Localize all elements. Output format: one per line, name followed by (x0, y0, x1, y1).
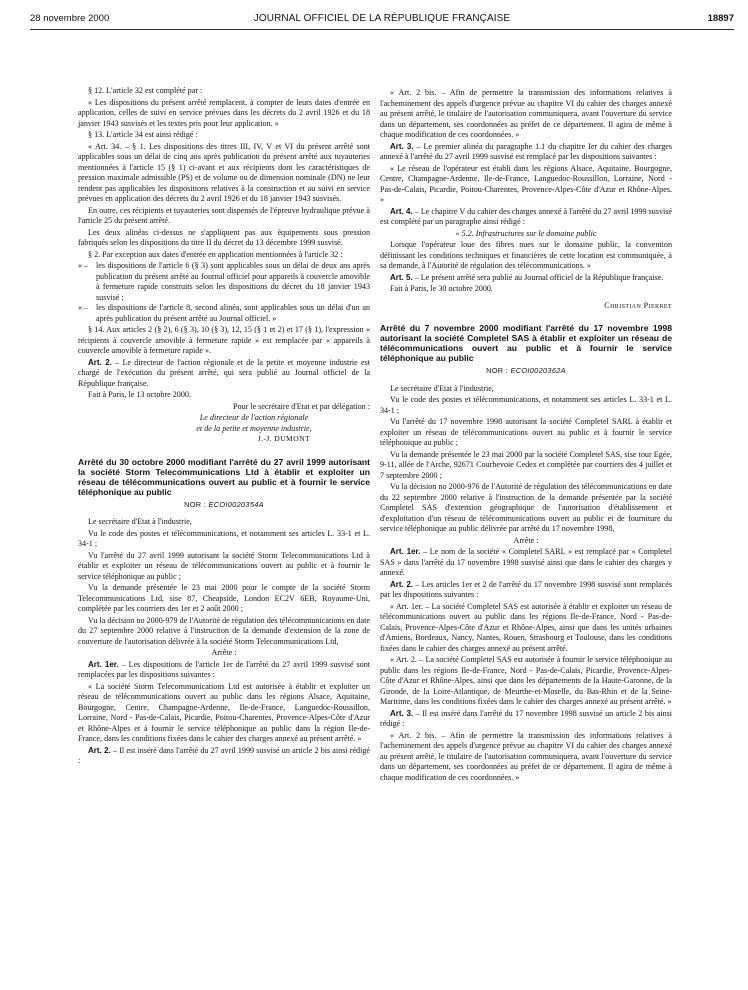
list-item: « – les dispositions de l'article 6 (§ 3) sont applicables sous un délai de deux ans après publication du présent arrêté au Journal officiel pour appareils à couvercle amovible à fermeture rapide construits selon les dispositions du décret du 18 janvier 1943 susvisé ; (78, 261, 370, 303)
article-text: – Il est inséré dans l'arrêté du 27 avril 1999 susvisé un article 2 bis ainsi rédigé : (78, 745, 370, 765)
paragraph: § 13. L'article 34 est ainsi rédigé : (88, 130, 198, 139)
arrete-title: Arrêté du 7 novembre 2000 modifiant l'arrêté du 17 novembre 1998 autorisant la société Completel SAS à établir et exploiter un réseau de télécommunications ouvert au public et à fournir le service téléphonique au public (380, 323, 672, 363)
article-label: Art. 2. (88, 357, 112, 367)
arrete-line: Arrête : (211, 648, 237, 657)
article-text: – Le présent arrêté sera publié au Journal officiel de la République française. (412, 272, 664, 282)
signature-name: Christian Pierret (604, 300, 672, 310)
article-paragraph (78, 660, 370, 681)
article-label: Art. 5. (390, 272, 413, 282)
quoted-paragraph: « Art. 2 bis. – Afin de permettre la transmission des informations relatives à l'acheminement des appels d'urgence prévue au chapitre VI du cahier des charges annexé au présent arrêté, le titulaire de l'autorisation communiquera, avant l'ouverture du service dans un département, ses coordonnées au préfet de ce département. Il agira de même à chaque modification de ces coordonnées. » (380, 88, 672, 139)
article-label: Art. 2. (88, 745, 111, 755)
header-date: 28 novembre 2000 (30, 13, 110, 24)
paragraph: Vu la demande présentée le 23 mai 2000 pour le compte de la société Storm Telecommunications Ltd, sise 87, Cheapside, London EC2V 6EB, Royaume-Uni, complétée par les courriers des 1er et 2 août 2000 ; (78, 583, 370, 613)
arrete-line: Arrête : (513, 535, 539, 545)
paragraph: Vu la décision no 2000-979 de l'Autorité de régulation des télécommunications en date du 27 septembre 2000 relative à l'instruction de la demande d'extension de la zone de couverture de l'autorisation délivrée à la société Storm Telecommunications Ltd, (78, 615, 370, 646)
paragraph: Vu l'arrêté du 17 novembre 1998 autorisant la société Completel SARL à établir et exploiter un réseau de télécommunications ouvert au public et à fournir le service téléphonique au public ; (380, 417, 672, 447)
quoted-paragraph: « La société Storm Telecommunications Ltd est autorisée à établir et exploiter un réseau de télécommunications ouvert au public dans les régions Alsace, Aquitaine, Bourgogne, Centre, Champagne-Ardenne, Ile-de-France, Languedoc-Roussillon, Lorraine, Nord - Pas-de-Calais, Picardie, Poitou-Charentes, Provence-Alpes-Côte d'Azur et Rhône-Alpes et à fournir le service téléphonique au public dans la région Ile-de-France, dans les conditions fixées dans le cahier des charges annexé au présent arrêté. » (78, 681, 370, 743)
paragraph: « Les dispositions du présent arrêté remplacent, à compter de leurs dates d'entrée en application, celles de suivi en service prévues dans les décrets du 2 avril 1926 et du 18 janvier 1943 susvisés et les textes pris pour leur application. » (78, 97, 370, 128)
article-paragraph (380, 547, 672, 579)
article-paragraph (380, 709, 672, 730)
paragraph: Lorsque l'opérateur loue des fibres nues sur le domaine public, la convention définissant les conditions techniques et financières de cette location est communiquée, à sa demande, à l'Autorité de régulation des télécommunications. » (380, 240, 672, 270)
paragraph: « Art. 34. – § 1. Les dispositions des titres III, IV, V et VI du présent arrêté sont applicables sous un délai de cinq ans après publication du présent arrêté aux tuyauteries mentionnées à l'article 15 (§ 1) ci-avant et aux récipients dont les caractéristiques de pression maximale admissible (PS) et de volume ou de dimension nominale (DN) ne leur rendent pas applicables les dispositions relatives à la construction et au suivi en service prévues en application des décrets du 2 avril 1926 et du 18 janvier 1943 susvisés. (78, 141, 370, 203)
article-text: – Le directeur de l'action régionale et de la petite et moyenne industrie est chargé de l'exécution du présent arrêté, qui sera publié au Journal officiel de la République française. (78, 357, 371, 388)
article-paragraph (380, 142, 672, 163)
fait-line: Fait à Paris, le 30 octobre 2000. (390, 284, 493, 293)
header-title: JOURNAL OFFICIEL DE LA RÉPUBLIQUE FRANÇAISE (253, 13, 511, 24)
article-text: – Le chapitre V du cahier des charges annexé à l'arrêté du 27 avril 1999 susvisé est complété par un paragraphe ainsi rédigé : (380, 206, 673, 226)
article-text: – Il est inséré dans l'arrêté du 17 novembre 1998 susvisé un article 2 bis ainsi rédigé : (380, 708, 673, 728)
signature-line: Pour le secrétaire d'Etat et par délégation : (233, 401, 370, 411)
quoted-paragraph: « Art. 2 bis. – Afin de permettre la transmission des informations relatives à l'acheminement des appels d'urgence prévue au chapitre VI du cahier des charges annexé au présent arrêté, le titulaire de l'autorisation communiquera, avant l'ouverture du service dans un département, ses coordonnées au préfet de ce département. Il agira de même à chaque modification de ces coordonnées. » (380, 730, 672, 782)
signature-line: Le directeur de l'action régionale (199, 413, 309, 422)
article-label: Art. 3. (390, 141, 414, 151)
article-paragraph (78, 358, 370, 390)
paragraph: Le secrétaire d'Etat à l'industrie, (88, 517, 192, 526)
signature-line: et de la petite et moyenne industrie, (196, 423, 312, 433)
article-label: Art. 1er. (390, 547, 421, 556)
article-paragraph (78, 746, 370, 767)
paragraph: Les deux alinéas ci-dessus ne s'appliquent pas aux équipements sous pression fabriqués selon les dispositions du titre II du décret du 13 décembre 1999 susvisé. (78, 227, 370, 247)
paragraph: Vu le code des postes et télécommunications, et notamment ses articles L. 33-1 et L. 34-1 ; (380, 395, 672, 415)
signature-name: J.-J. DUMONT (257, 434, 310, 443)
nor-reference (78, 500, 370, 511)
article-paragraph (380, 207, 672, 228)
paragraph: § 12. L'article 32 est complété par : (88, 86, 203, 95)
article-text: – Le nom de la société « Completel SARL » est remplacé par « Completel SAS » dans l'arrêté du 17 novembre 1998 susvisé ainsi que dans le cahier des charges y annexé. (380, 547, 672, 577)
article-label: Art. 4. (390, 206, 413, 216)
page-header (30, 12, 734, 28)
nor-label: NOR : (184, 499, 209, 509)
paragraph: § 14. Aux articles 2 (§ 2), 6 (§ 3), 10 (§ 3), 12, 15 (§ 1 et 2) et 17 (§ 1), l'expression « récipients à couvercle amovible à fermeture rapide » est remplacée par « appareils à couvercle amovible à fermeture rapide ». (78, 325, 370, 355)
paragraph: Vu le code des postes et télécommunications, et notamment ses articles L. 33-1 et L. 34-1 ; (78, 528, 370, 548)
left-column (78, 86, 370, 768)
arrete-title: Arrêté du 30 octobre 2000 modifiant l'arrêté du 27 avril 1999 autorisant la société Storm Telecommunications Ltd à établir et exploiter un réseau de télécommunications ouvert au public et à fournir le service téléphonique au public (78, 456, 370, 497)
dash-list (78, 261, 370, 324)
article-paragraph (380, 273, 672, 284)
nor-code: ECOI0020354A (208, 499, 264, 509)
nor-label: NOR : (486, 366, 511, 375)
article-text: – Le premier alinéa du paragraphe 1.1 du chapitre Ier du cahier des charges annexé à l'arrêté du 27 avril 1999 susvisé est remplacé par les dispositions suivantes : (380, 141, 673, 161)
right-column (380, 88, 672, 784)
paragraph: Le secrétaire d'Etat à l'industrie, (390, 383, 494, 393)
paragraph: Vu l'arrêté du 27 avril 1999 autorisant la société Storm Telecommunications Ltd à établir et exploiter un réseau de télécommunications ouvert au public et à fournir le service téléphonique au public ; (78, 550, 370, 581)
header-page-number: 18897 (707, 13, 734, 24)
article-paragraph (380, 580, 672, 601)
paragraph: § 2. Par exception aux dates d'entrée en application mentionnées à l'article 32 : (88, 249, 343, 259)
paragraph: Vu la demande présentée le 23 mai 2000 par la société Completel SAS, sise tour Egée, 9-11, allée de l'Arche, 92671 Courbevoie Cedex et complétée par courriers des 4 juillet et 7 septembre 2000 ; (380, 449, 672, 480)
paragraph: Vu la décision no 2000-976 de l'Autorité de régulation des télécommunications en date du 22 septembre 2000 relative à l'instruction de la demande présentée par la société Completel SAS d'extension géographique de l'autorisation d'établissement et d'exploitation d'un réseau de télécommunications ouvert au public et de fourniture du service téléphonique au public délivrée par arrêté du 17 novembre 1998, (380, 482, 672, 533)
quoted-paragraph: « Art. 2. – La société Completel SAS est autorisée à fournir le service téléphonique au public dans les régions Ile-de-France, Nord - Pas-de-Calais, Picardie, Provence-Alpes-Côte d'Azur et Rhône-Alpes, ainsi que dans les départements de la Haute-Garonne, de la Gironde, de la Loire-Atlantique, de Meurthe-et-Moselle, du Bas-Rhin et de la Seine-Maritime, dans les conditions fixées dans le cahier des charges annexé au présent arrêté. » (380, 655, 672, 706)
section-heading: « 5.2. Infrastructures sur le domaine public (455, 228, 597, 238)
article-label: Art. 1er. (88, 659, 119, 669)
quoted-paragraph: « Le réseau de l'opérateur est établi dans les régions Alsace, Aquitaine, Bourgogne, Centre, Champagne-Ardenne, Ile-de-France, Languedoc-Roussillon, Lorraine, Nord - Pas-de-Calais, Picardie, Poitou-Charentes, Provence-Alpes-Côte d'Azur et Rhône-Alpes. » (380, 163, 672, 204)
fait-line: Fait à Paris, le 13 octobre 2000. (88, 390, 191, 399)
quoted-paragraph: « Art. 1er. – La société Completel SAS est autorisée à établir et exploiter un réseau de télécommunications ouvert au public dans les régions Ile-de-France, Nord - Pas-de-Calais, Provence-Alpes-Côte d'Azur et Rhône-Alpes, ainsi que dans les unités urbaines d'Amiens, Bordeaux, Nancy, Nantes, Rouen, Strasbourg et Toulouse, dans les conditions fixées dans le cahier des charges annexé au présent arrêté. (380, 601, 672, 653)
list-item: « – les dispositions de l'article 8, second alinéa, sont applicables sous un délai d'un an après publication du présent arrêté au Journal officiel. » (78, 303, 370, 324)
article-label: Art. 3. (390, 708, 414, 718)
paragraph: En outre, ces récipients et tuyauteries sont dispensés de l'épreuve hydraulique prévue à l'article 25 du présent arrêté. (78, 205, 370, 225)
nor-code: ECOI0020362A (510, 366, 566, 375)
article-text: – Les dispositions de l'article 1er de l'arrêté du 27 avril 1999 susvisé sont remplacées par les dispositions suivantes : (78, 659, 370, 679)
nor-reference (380, 366, 672, 377)
article-label: Art. 2. (390, 579, 414, 589)
header-rule (30, 29, 734, 30)
article-text: – Les articles 1er et 2 de l'arrêté du 17 novembre 1998 susvisé sont remplacés par les dispositions suivantes : (380, 579, 673, 599)
